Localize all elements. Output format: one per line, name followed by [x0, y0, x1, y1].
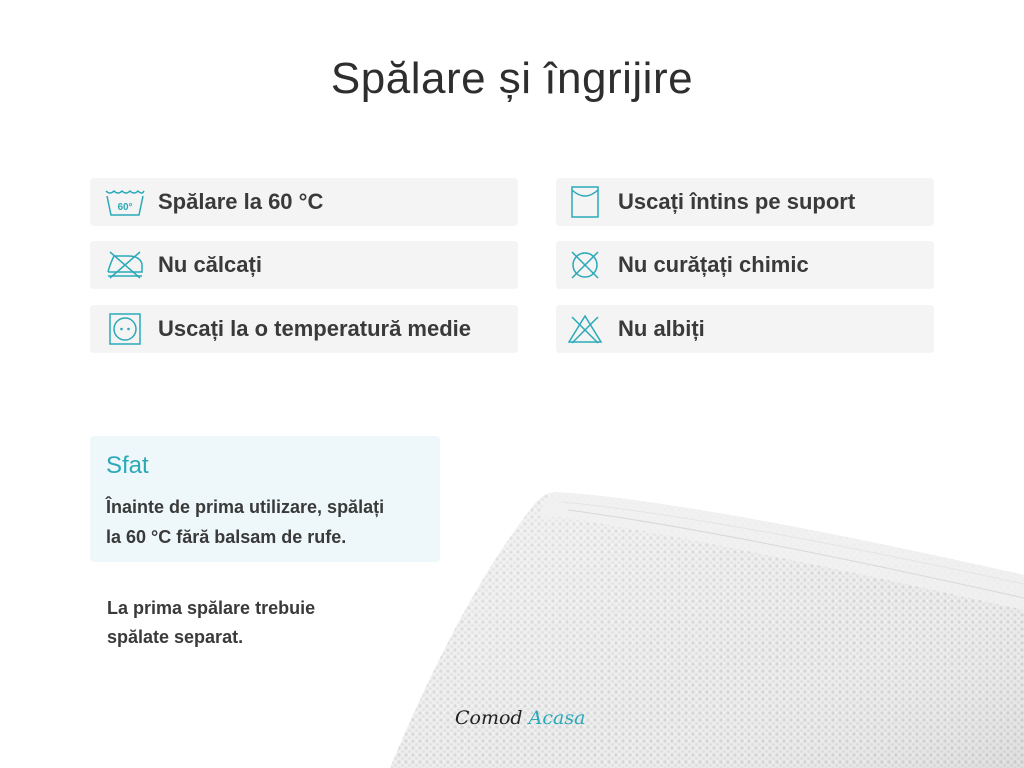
note-line: La prima spălare trebuie: [107, 598, 316, 618]
wash-60-icon: [104, 186, 146, 218]
care-label: Nu curățați chimic: [618, 252, 809, 277]
care-label: Nu albiți: [618, 316, 705, 341]
tip-text-line: Înainte de prima utilizare, spălați: [106, 497, 385, 517]
tumble-dry-medium-icon: [104, 313, 146, 345]
care-item-no-dry-clean: [556, 241, 934, 289]
no-bleach-icon: [564, 313, 606, 345]
care-label: Uscați la o temperatură medie: [158, 316, 472, 341]
wash-note: [107, 594, 407, 652]
no-iron-icon: [104, 249, 146, 281]
care-label: Uscați întins pe suport: [618, 189, 856, 214]
line-dry-icon: [564, 186, 606, 218]
note-line: spălate separat.: [107, 627, 244, 647]
brand-part: Comod: [455, 707, 523, 729]
care-item-wash-60: [90, 178, 518, 226]
wash-temp-text: 60°: [117, 202, 133, 213]
tip-box: [90, 436, 440, 562]
care-label: Spălare la 60 °C: [158, 189, 324, 214]
care-item-no-bleach: [556, 305, 934, 353]
no-dry-clean-icon: [564, 249, 606, 281]
care-item-no-iron: [90, 241, 518, 289]
care-label: Nu călcați: [158, 252, 262, 277]
tip-text: [106, 492, 424, 552]
brand-accent: Acasa: [528, 707, 586, 729]
tip-title: Sfat: [106, 452, 149, 479]
brand-logo: [455, 707, 585, 729]
tip-text-line: la 60 °C fără balsam de rufe.: [106, 527, 347, 547]
care-item-tumble-dry: [90, 305, 518, 353]
page-title: Spălare și îngrijire: [330, 54, 694, 103]
care-item-line-dry: [556, 178, 934, 226]
